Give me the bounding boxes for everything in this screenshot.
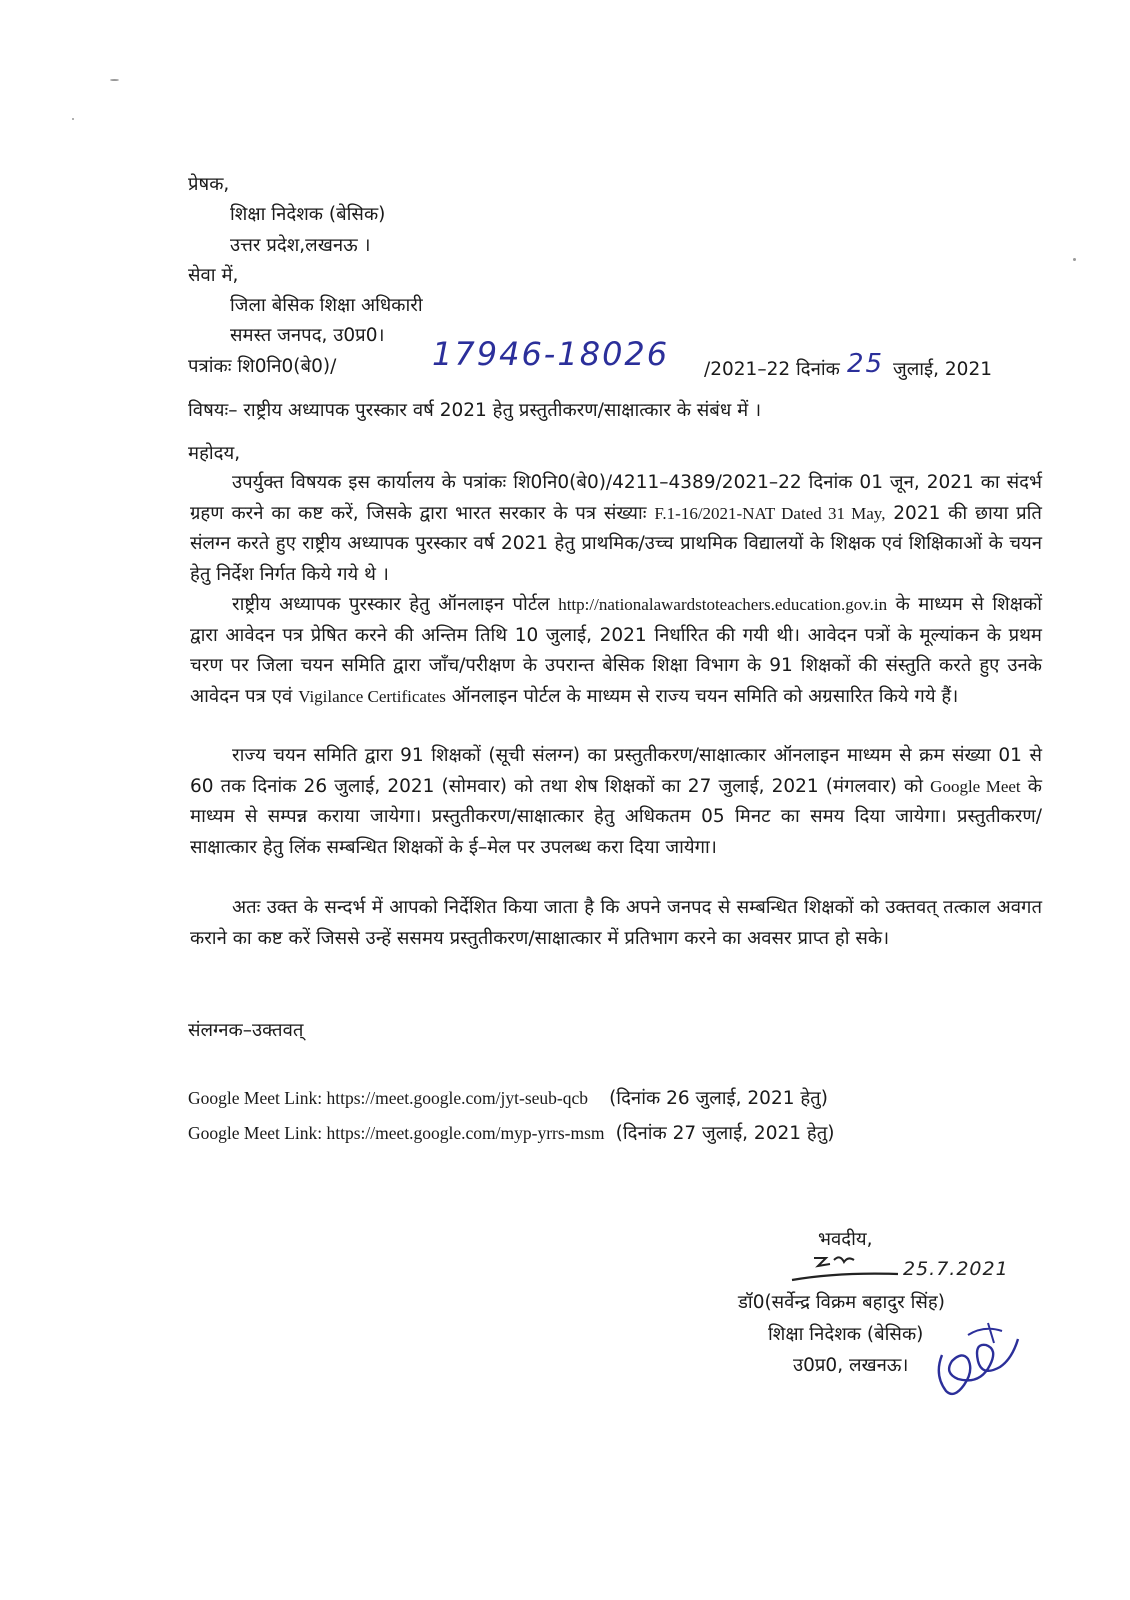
closing: भवदीय, xyxy=(818,1229,873,1250)
paragraph-3 xyxy=(190,741,1042,863)
paragraph-1 xyxy=(190,468,1042,590)
enclosure-note: संलग्नक–उक्तवत् xyxy=(188,1020,304,1041)
recipient-label: सेवा में, xyxy=(188,265,239,286)
signature-scribble xyxy=(788,1250,908,1284)
reference-number-handwritten: 17946-18026 xyxy=(432,335,670,373)
reference-prefix: पत्रांकः शि0नि0(बे0)/ xyxy=(188,356,337,377)
google-meet-term: Google Meet xyxy=(930,776,1021,796)
paragraph-2-text-c: ऑनलाइन पोर्टल के माध्यम से राज्य चयन समिति को अग्रसारित किये गये हैं। xyxy=(451,685,959,707)
paragraph-2-text-a: राष्ट्रीय अध्यापक पुरस्कार हेतु ऑनलाइन पोर्टल xyxy=(232,594,550,615)
paragraph-4 xyxy=(190,893,1042,954)
paragraph-3-text-b: के माध्यम से सम्पन्न कराया जायेगा। प्रस्तुतीकरण/साक्षात्कार हेतु अधिकतम 05 मिनट का समय दिया जायेगा। प्रस्तुतीकरण/साक्षात्कार हेतु लिंक सम्बन्धित शिक्षकों के ई–मेल पर उपलब्ध करा दिया जायेगा। xyxy=(190,775,1042,858)
date-month-year: जुलाई, 2021 xyxy=(893,359,992,380)
salutation: महोदय, xyxy=(188,443,241,464)
meet-link-row-1 xyxy=(188,1086,828,1112)
signatory-place: उ0प्र0, लखनऊ। xyxy=(793,1355,909,1376)
date-day-handwritten: 25 xyxy=(847,349,885,379)
scan-speck xyxy=(72,118,74,120)
sender-line-1: शिक्षा निदेशक (बेसिक) xyxy=(230,204,386,225)
signatory-name: डॉ0(सर्वेन्द्र विक्रम बहादुर सिंह) xyxy=(738,1292,945,1313)
paragraph-1-text-a: उपर्युक्त विषयक इस कार्यालय के पत्रांकः शि0नि0(बे0)/4211–4389/2021–22 दिनांक 01 जून, 2021 का संदर्भ ग्रहण करने का कष्ट करें, जिसके द्वारा भारत सरकार के पत्र संख्याः xyxy=(190,472,1042,524)
recipient-line-1: जिला बेसिक शिक्षा अधिकारी xyxy=(230,295,423,316)
meet-link-2[interactable]: Google Meet Link: https://meet.google.com/myp-yrrs-msm xyxy=(188,1123,605,1143)
paragraph-3-text-a: राज्य चयन समिति द्वारा 91 शिक्षकों (सूची संलग्न) का प्रस्तुतीकरण/साक्षात्कार ऑनलाइन माध्यम से क्रम संख्या 01 से 60 तक दिनांक 26 जुलाई, 2021 (सोमवार) को तथा शेष शिक्षकों का 27 जुलाई, 2021 (मंगलवार) को xyxy=(190,745,1042,797)
signatory-designation: शिक्षा निदेशक (बेसिक) xyxy=(768,1324,924,1345)
subject-line: विषयः– राष्ट्रीय अध्यापक पुरस्कार वर्ष 2021 हेतु प्रस्तुतीकरण/साक्षात्कार के संबंध में । xyxy=(188,400,762,421)
meet-link-2-date-note: (दिनांक 27 जुलाई, 2021 हेतु) xyxy=(615,1123,835,1144)
paragraph-2 xyxy=(190,590,1042,712)
paragraph-1-reference: F.1-16/2021-NAT Dated 31 May, xyxy=(654,503,886,523)
signature-date-handwritten: 25.7.2021 xyxy=(903,1258,1009,1280)
portal-url: http://nationalawardstoteachers.education.gov.in xyxy=(558,595,888,614)
paragraph-1-text-b: 2021 की छाया प्रति संलग्न करते हुए राष्ट्रीय अध्यापक पुरस्कार वर्ष 2021 हेतु प्राथमिक/उच्च प्राथमिक विद्यालयों के शिक्षक एवं शिक्षिकाओं के चयन हेतु निर्देश निर्गत किये गये थे । xyxy=(190,502,1042,585)
vigilance-certificates: Vigilance Certificates xyxy=(298,686,446,706)
meet-link-1-date-note: (दिनांक 26 जुलाई, 2021 हेतु) xyxy=(609,1088,828,1109)
scan-speck xyxy=(110,79,119,81)
scan-speck xyxy=(1073,258,1076,261)
meet-link-1[interactable]: Google Meet Link: https://meet.google.com/jyt-seub-qcb xyxy=(188,1088,588,1108)
sender-line-2: उत्तर प्रदेश,लखनऊ । xyxy=(230,235,371,256)
meet-link-row-2 xyxy=(188,1121,834,1147)
reference-year: /2021–22 दिनांक xyxy=(704,359,840,380)
initials-scribble xyxy=(928,1315,1023,1405)
recipient-line-2: समस्त जनपद, उ0प्र0। xyxy=(230,325,385,346)
sender-label: प्रेषक, xyxy=(188,174,230,195)
paragraph-4-text: अतः उक्त के सन्दर्भ में आपको निर्देशित किया जाता है कि अपने जनपद से सम्बन्धित शिक्षकों को उक्तवत् तत्काल अवगत कराने का कष्ट करें जिससे उन्हें ससमय प्रस्तुतीकरण/साक्षात्कार में प्रतिभाग करने का अवसर प्राप्त हो सके। xyxy=(190,897,1042,949)
paragraph-2-text-b: के माध्यम से शिक्षकों द्वारा आवेदन पत्र प्रेषित करने की अन्तिम तिथि 10 जुलाई, 2021 निर्धारित की गयी थी। आवेदन पत्रों के मूल्यांकन के प्रथम चरण पर जिला चयन समिति द्वारा जाँच/परीक्षण के उपरान्त बेसिक शिक्षा विभाग के 91 शिक्षकों की संस्तुति करते हुए उनके आवेदन पत्र एवं xyxy=(190,594,1043,707)
